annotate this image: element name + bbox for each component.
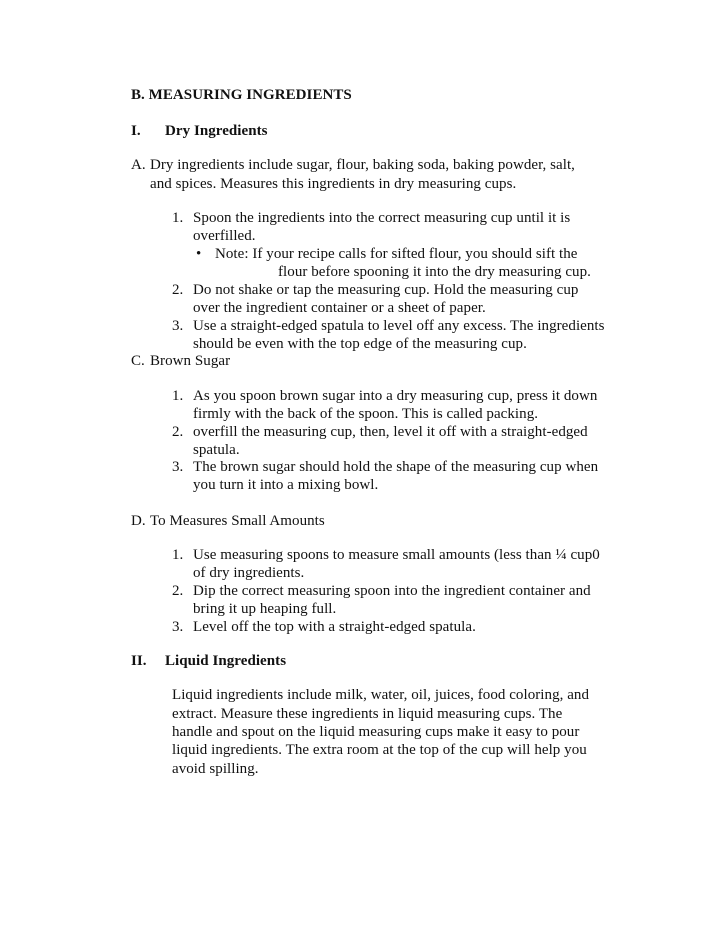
- item-d-step-3-marker: 3.: [172, 619, 184, 635]
- item-a-step-1-line-1: Spoon the ingredients into the correct measuring cup until it is: [193, 210, 571, 226]
- item-a-step-3-marker: 3.: [172, 318, 184, 334]
- item-d-step-2-line-2: bring it up heaping full.: [193, 601, 337, 617]
- item-a-step-2-line-1: Do not shake or tap the measuring cup. Hold the measuring cup: [193, 282, 579, 298]
- item-c-step-1-line-2: firmly with the back of the spoon. This is called packing.: [193, 406, 539, 422]
- item-c-step-2-marker: 2.: [172, 424, 184, 440]
- part-one-title: Dry Ingredients: [165, 123, 268, 139]
- part-two-line-4: liquid ingredients. The extra room at the top of the cup will help you: [172, 742, 587, 758]
- item-c-step-2-line-2: spatula.: [193, 442, 240, 458]
- part-two-line-2: extract. Measure these ingredients in liquid measuring cups. The: [172, 706, 563, 722]
- item-a-step-3-line-1: Use a straight-edged spatula to level off any excess. The ingredients: [193, 318, 605, 334]
- item-a-step-2-marker: 2.: [172, 282, 184, 298]
- item-d-step-1-marker: 1.: [172, 547, 184, 563]
- item-a-line-1: Dry ingredients include sugar, flour, baking soda, baking powder, salt,: [150, 157, 575, 173]
- item-a-step-1-line-2: overfilled.: [193, 228, 256, 244]
- part-two-line-3: handle and spout on the liquid measuring cups make it easy to pour: [172, 724, 580, 740]
- item-c-step-1-marker: 1.: [172, 388, 184, 404]
- item-c-step-1-line-1: As you spoon brown sugar into a dry measuring cup, press it down: [193, 388, 598, 404]
- item-a-step-1-marker: 1.: [172, 210, 184, 226]
- item-c-title: Brown Sugar: [150, 353, 231, 369]
- item-d-step-2-line-1: Dip the correct measuring spoon into the ingredient container and: [193, 583, 591, 599]
- item-d-step-1-line-2: of dry ingredients.: [193, 565, 305, 581]
- part-two-line-1: Liquid ingredients include milk, water, oil, juices, food coloring, and: [172, 687, 590, 703]
- item-d-step-3-line-1: Level off the top with a straight-edged spatula.: [193, 619, 476, 635]
- item-c-step-3-line-1: The brown sugar should hold the shape of the measuring cup when: [193, 459, 599, 475]
- note-bullet: •: [196, 246, 202, 262]
- item-d-title: To Measures Small Amounts: [150, 513, 325, 529]
- section-heading: B. MEASURING INGREDIENTS: [131, 87, 352, 103]
- item-d-step-1-line-1: Use measuring spoons to measure small amounts (less than ¼ cup0: [193, 547, 600, 563]
- part-two-line-5: avoid spilling.: [172, 761, 259, 777]
- item-d-step-2-marker: 2.: [172, 583, 184, 599]
- item-c-step-2-line-1: overfill the measuring cup, then, level it off with a straight-edged: [193, 424, 588, 440]
- item-a-marker: A.: [131, 157, 146, 173]
- part-one-marker: I.: [131, 123, 141, 139]
- item-c-step-3-marker: 3.: [172, 459, 184, 475]
- item-a-line-2: and spices. Measures this ingredients in dry measuring cups.: [150, 176, 517, 192]
- item-a-step-3-line-2: should be even with the top edge of the measuring cup.: [193, 336, 527, 352]
- item-c-step-3-line-2: you turn it into a mixing bowl.: [193, 477, 379, 493]
- note-line-2: flour before spooning it into the dry measuring cup.: [278, 264, 591, 280]
- item-a-step-2-line-2: over the ingredient container or a sheet of paper.: [193, 300, 486, 316]
- part-two-marker: II.: [131, 653, 147, 669]
- part-two-title: Liquid Ingredients: [165, 653, 287, 669]
- item-d-marker: D.: [131, 513, 146, 529]
- item-c-marker: C.: [131, 353, 145, 369]
- note-line-1: Note: If your recipe calls for sifted flour, you should sift the: [215, 246, 578, 262]
